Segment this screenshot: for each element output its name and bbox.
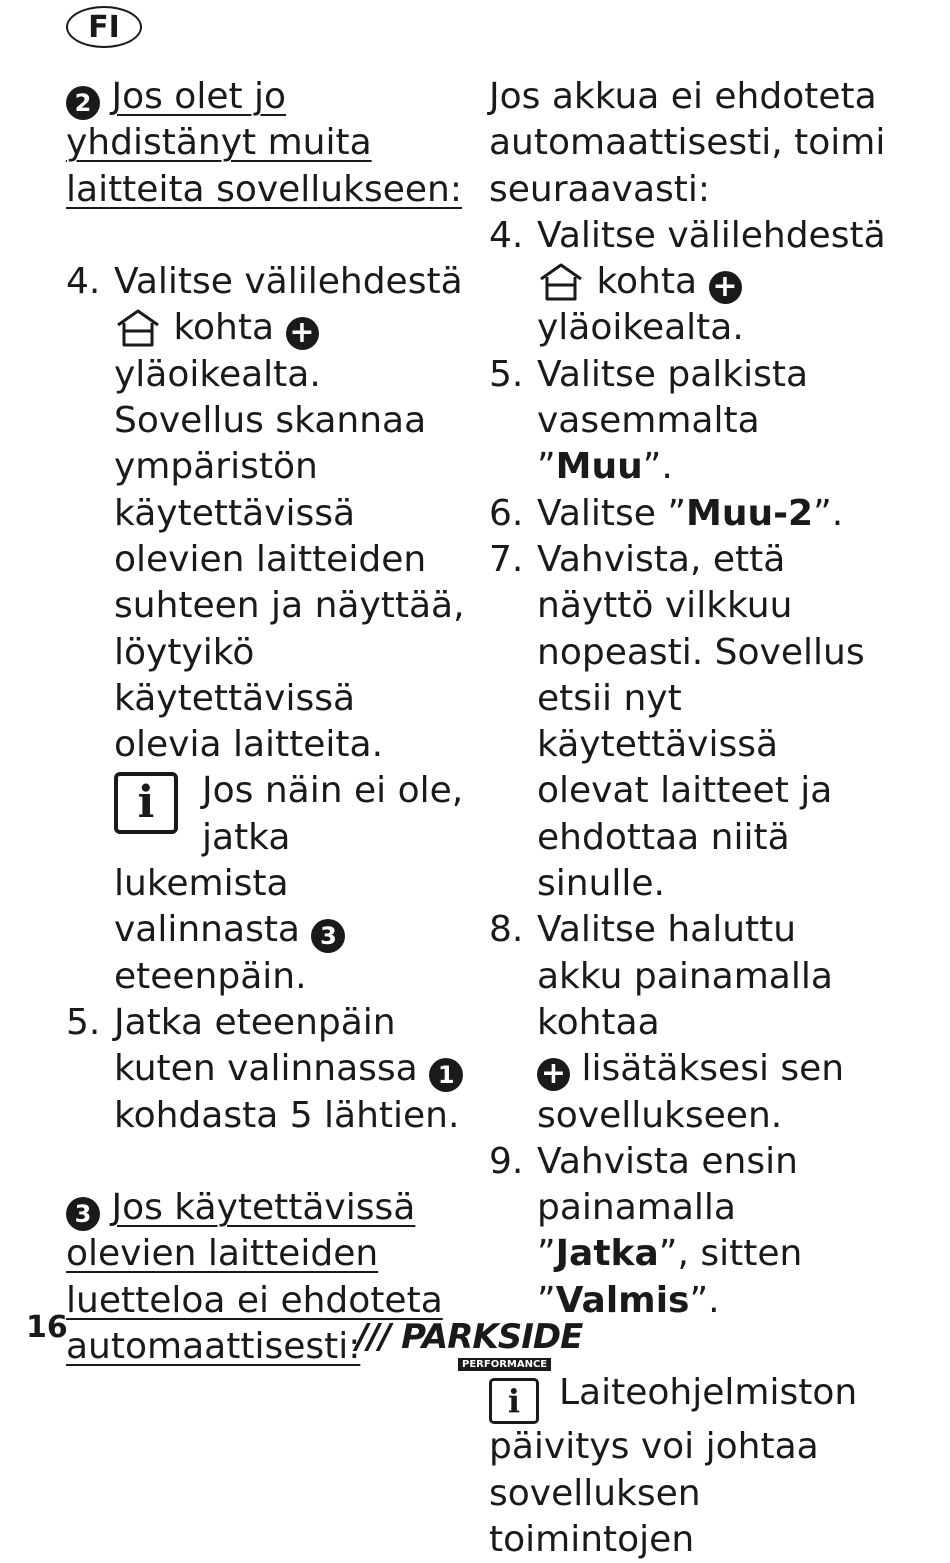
right-step-4: 4. Valitse välilehdestä kohta + yläoikealta. bbox=[489, 214, 886, 349]
home-tab-icon bbox=[114, 307, 162, 349]
step-1-marker-icon: 1 bbox=[429, 1058, 463, 1092]
info-note: i Jos näin ei ole, jatka lukemista valinnasta 3 eteenpäin. bbox=[114, 770, 464, 997]
plus-icon: + bbox=[286, 317, 319, 350]
info-icon: i bbox=[114, 772, 178, 834]
left-step-5: 5. Jatka eteenpäin kuten valinnassa 1 kohdasta 5 lähtien. bbox=[66, 1000, 466, 1139]
home-tab-icon bbox=[537, 261, 585, 303]
left-column bbox=[66, 74, 466, 1370]
step-3-marker-icon: 3 bbox=[311, 919, 345, 953]
right-step-5: 5. Valitse palkista vasemmalta ”Muu”. bbox=[489, 353, 809, 488]
section-2-heading: 2 Jos olet jo yhdistänyt muita laitteita sovellukseen: bbox=[66, 76, 462, 210]
step-2-marker-icon: 2 bbox=[66, 86, 100, 120]
page-number: 16 bbox=[26, 1310, 68, 1345]
step-3-heading-marker-icon: 3 bbox=[66, 1197, 100, 1231]
right-step-8: 8. Valitse haluttu akku painamalla kohtaa + lisätäksesi sen sovellukseen. bbox=[489, 909, 845, 1136]
right-step-7: 7. Vahvista, että näyttö vilkkuu nopeasti. Sovellus etsii nyt käytettävissä olevat laitteet ja ehdottaa niitä sinulle. bbox=[489, 538, 865, 905]
right-step-9: 9. Vahvista ensin painamalla ”Jatka”, sitten ”Valmis”. bbox=[489, 1140, 803, 1321]
section-3-heading: 3 Jos käytettävissä olevien laitteiden luetteloa ei ehdoteta automaattisesti: bbox=[66, 1187, 443, 1368]
info-icon: i bbox=[489, 1378, 539, 1424]
plus-icon: + bbox=[537, 1058, 570, 1091]
language-badge: FI bbox=[66, 6, 142, 48]
right-intro: Jos akkua ei ehdoteta automaattisesti, toimi seuraavasti: bbox=[489, 76, 886, 210]
right-step-6: 6. Valitse ”Muu-2”. bbox=[489, 492, 844, 534]
parkside-logo: /// PARKSIDE PERFORMANCE bbox=[356, 1317, 583, 1370]
firmware-note: i Laiteohjelmiston päivitys voi johtaa sovelluksen toimintojen bbox=[489, 1372, 858, 1560]
plus-icon: + bbox=[709, 271, 742, 304]
left-step-4: 4. Valitse välilehdestä kohta + yläoikealta. Sovellus skannaa ympäristön käytettävissä olevien laitteiden suhteen ja näyttää, löytyikö käytettävissä olevia laitteita. i Jos näin ei ole, jatka lukemista valinnasta 3 eteenpäin. bbox=[66, 259, 466, 1000]
